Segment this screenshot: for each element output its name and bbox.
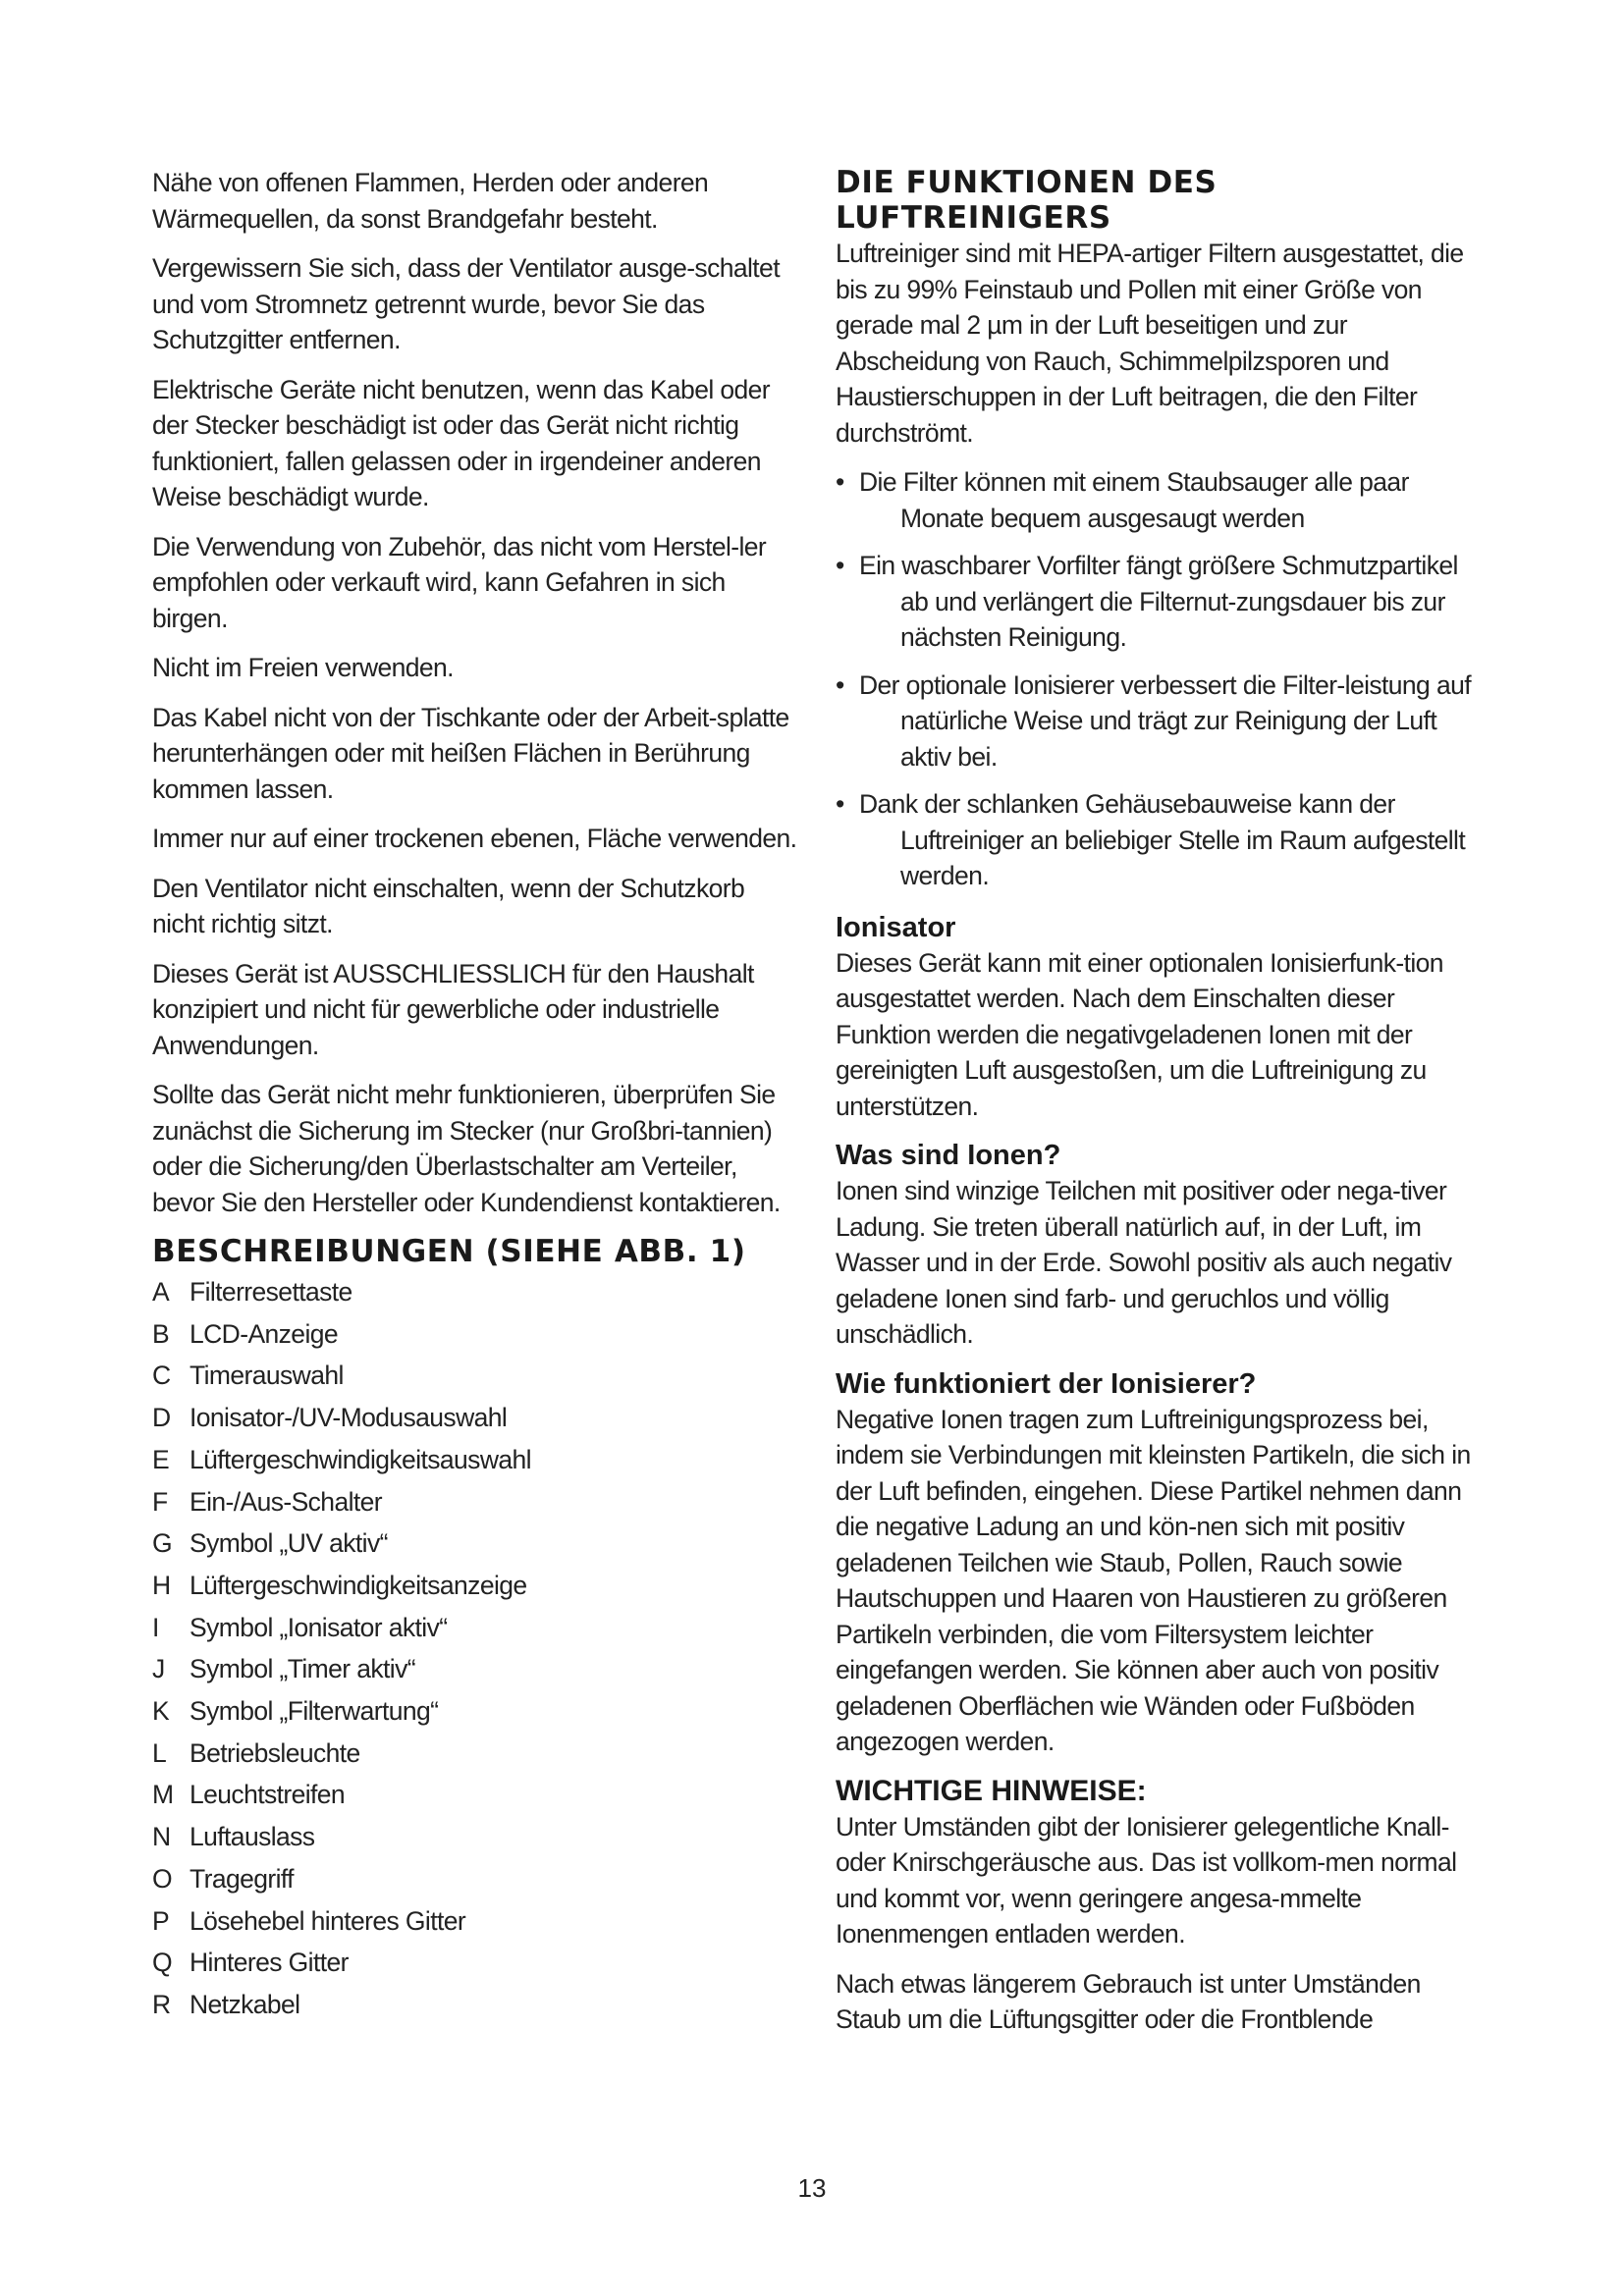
legend-item <box>152 1271 800 1313</box>
legend-text: Symbol „UV aktiv“ <box>189 1528 388 1559</box>
safety-paragraph: Die Verwendung von Zubehör, das nicht vom Herstel-ler empfohlen oder verkauft wird, kann Gefahren in sich birgen. <box>152 531 767 633</box>
legend-letter: C <box>152 1361 171 1391</box>
ions-heading: Was sind Ionen? <box>836 1140 1061 1171</box>
safety-paragraph: Elektrische Geräte nicht benutzen, wenn das Kabel oder der Stecker beschädigt ist oder das Gerät nicht richtig funktioniert, fallen gelassen oder in irgendeiner anderen Weise beschädigt wurde. <box>152 374 771 511</box>
legend-item <box>152 1313 800 1356</box>
legend-letter: A <box>152 1277 170 1307</box>
legend-item <box>152 1942 800 1984</box>
ionisator-heading: Ionisator <box>836 911 956 943</box>
legend-item <box>152 1733 800 1775</box>
functions-heading-line: DIE FUNKTIONEN DES <box>836 165 1218 200</box>
legend-item <box>152 1900 800 1943</box>
feature-item <box>836 464 1484 536</box>
legend-letter: D <box>152 1403 171 1433</box>
legend-text: Hinteres Gitter <box>189 1948 349 1978</box>
safety-paragraph: Das Kabel nicht von der Tischkante oder der Arbeit-splatte herunterhängen oder mit heißen Flächen in Berührung kommen lassen. <box>152 702 789 804</box>
notes-text: Nach etwas längerem Gebrauch ist unter Umständen Staub um die Lüftungsgitter oder die Frontblende <box>836 1968 1421 2034</box>
legend-letter: E <box>152 1444 170 1474</box>
feature-text: Ein waschbarer Vorfilter fängt größere Schmutzpartikel ab und verlängert die Filternut-zungsdauer bis zur nächsten Reinigung. <box>859 551 1458 652</box>
bullet-icon: • <box>836 789 844 819</box>
legend-letter: B <box>152 1318 170 1349</box>
legend-text: Netzkabel <box>189 1989 300 2019</box>
legend-item <box>152 1355 800 1397</box>
legend-item <box>152 1439 800 1481</box>
how-text: Negative Ionen tragen zum Luftreinigungsprozess bei, indem sie Verbindungen mit kleinsten Partikeln, die sich in der Luft befinden, eingehen. Diese Partikel nehmen dann die negative Ladung an und kön-nen sich mit positiv geladenen Teilchen wie Staub, Pollen, Rauch sowie Hautschuppen und Haaren von Haustieren zu größeren Partikeln verbinden, die vom Filtersystem leichter eingefangen werden. Sie können aber auch von positiv geladenen Oberflächen wie Wänden oder Fußböden angezogen werden. <box>836 1404 1471 1756</box>
legend-letter: K <box>152 1696 170 1727</box>
legend-item <box>152 1522 800 1565</box>
legend-letter: N <box>152 1822 171 1852</box>
feature-item <box>836 786 1484 894</box>
safety-paragraph: Nicht im Freien verwenden. <box>152 653 454 682</box>
legend-text: Leuchtstreifen <box>189 1780 346 1810</box>
legend-text: Betriebsleuchte <box>189 1737 360 1768</box>
legend-item <box>152 1858 800 1900</box>
legend-item <box>152 1984 800 2026</box>
legend-item <box>152 1565 800 1607</box>
legend-text: Filterresettaste <box>189 1277 352 1307</box>
notes-text: Unter Umständen gibt der Ionisierer gelegentliche Knall- oder Knirschgeräusche aus. Das ist vollkom-men normal und kommt vor, wenn geringere angesa-mmelte Ionenmengen entladen werden. <box>836 1811 1457 1949</box>
legend-text: Luftauslass <box>189 1822 315 1852</box>
safety-paragraph: Nähe von offenen Flammen, Herden oder anderen Wärmequellen, da sonst Brandgefahr besteht. <box>152 168 709 234</box>
legend-letter: Q <box>152 1948 173 1978</box>
legend-text: LCD-Anzeige <box>189 1318 339 1349</box>
safety-paragraph: Dieses Gerät ist AUSSCHLIESSLICH für den Haushalt konzipiert und nicht für gewerbliche oder industrielle Anwendungen. <box>152 958 754 1060</box>
legend-letter: H <box>152 1570 171 1600</box>
notes-heading: WICHTIGE HINWEISE: <box>836 1774 1147 1807</box>
legend-letter: J <box>152 1654 165 1684</box>
feature-item <box>836 548 1484 656</box>
bullet-icon: • <box>836 551 844 580</box>
legend-text: Lösehebel hinteres Gitter <box>189 1905 466 1936</box>
legend-letter: G <box>152 1528 173 1559</box>
safety-paragraph: Immer nur auf einer trockenen ebenen, Fläche verwenden. <box>152 824 797 853</box>
functions-heading <box>836 165 1484 236</box>
legend-letter: O <box>152 1863 173 1894</box>
functions-heading-line: LUFTREINIGERS <box>836 200 1111 236</box>
legend-item <box>152 1648 800 1690</box>
bullet-icon: • <box>836 669 844 700</box>
legend-letter: I <box>152 1612 159 1642</box>
legend-text: Symbol „Timer aktiv“ <box>189 1654 415 1684</box>
legend-text: Symbol „Filterwartung“ <box>189 1696 439 1727</box>
legend-item <box>152 1816 800 1858</box>
legend-item <box>152 1607 800 1649</box>
right-column <box>836 165 1484 2052</box>
descriptions-heading: BESCHREIBUNGEN (SIEHE ABB. 1) <box>152 1234 746 1269</box>
legend-text: Lüftergeschwindigkeitsauswahl <box>189 1444 531 1474</box>
feature-item <box>836 667 1484 775</box>
feature-list <box>836 464 1484 894</box>
feature-text: Die Filter können mit einem Staubsauger alle paar Monate bequem ausgesaugt werden <box>859 467 1409 533</box>
how-heading: Wie funktioniert der Ionisierer? <box>836 1367 1257 1400</box>
legend-letter: R <box>152 1989 171 2019</box>
legend-item <box>152 1397 800 1439</box>
safety-paragraph: Sollte das Gerät nicht mehr funktionieren, überprüfen Sie zunächst die Sicherung im Stecker (nur Großbri-tannien) oder die Sicherung/den Überlastschalter am Verteiler, bevor Sie den Hersteller oder Kundendienst kontaktieren. <box>152 1080 781 1217</box>
feature-text: Der optionale Ionisierer verbessert die Filter-leistung auf natürliche Weise und trägt zur Reinigung der Luft aktiv bei. <box>859 669 1471 772</box>
legend-text: Timerauswahl <box>189 1361 344 1391</box>
page-number: 13 <box>797 2173 827 2203</box>
parts-legend <box>152 1271 800 2026</box>
legend-text: Ionisator-/UV-Modusauswahl <box>189 1403 508 1433</box>
functions-intro: Luftreiniger sind mit HEPA-artiger Filtern ausgestattet, die bis zu 99% Feinstaub und Pollen mit einer Größe von gerade mal 2 µm in der Luft beseitigen und zur Abscheidung von Rauch, Schimmelpilzsporen und Haustierschuppen in der Luft beitragen, die den Filter durchströmt. <box>836 239 1464 448</box>
legend-text: Symbol „Ionisator aktiv“ <box>189 1612 448 1642</box>
bullet-icon: • <box>836 467 844 497</box>
legend-item <box>152 1690 800 1733</box>
safety-paragraph: Den Ventilator nicht einschalten, wenn der Schutzkorb nicht richtig sitzt. <box>152 873 745 938</box>
legend-letter: L <box>152 1737 167 1768</box>
ionisator-text: Dieses Gerät kann mit einer optionalen Ionisierfunk-tion ausgestattet werden. Nach dem Einschalten dieser Funktion werden die negativgeladenen Ionen mit der gereinigten Luft ausgestoßen, um die Luftreinigung zu unterstützen. <box>836 947 1443 1121</box>
safety-paragraph: Vergewissern Sie sich, dass der Ventilator ausge-schaltet und vom Stromnetz getrennt wurde, bevor Sie das Schutzgitter entfernen. <box>152 253 780 354</box>
legend-letter: F <box>152 1486 168 1517</box>
legend-item <box>152 1481 800 1523</box>
legend-item <box>152 1774 800 1816</box>
legend-letter: M <box>152 1780 174 1810</box>
legend-text: Lüftergeschwindigkeitsanzeige <box>189 1570 527 1600</box>
left-column <box>152 165 800 2026</box>
ions-text: Ionen sind winzige Teilchen mit positiver oder nega-tiver Ladung. Sie treten überall natürlich auf, in der Luft, im Wasser und in der Erde. Sowohl positiv als auch negativ geladene Ionen sind farb- und geruchlos und völlig unschädlich. <box>836 1176 1452 1349</box>
legend-text: Ein-/Aus-Schalter <box>189 1486 382 1517</box>
legend-text: Tragegriff <box>189 1863 294 1894</box>
legend-letter: P <box>152 1905 170 1936</box>
feature-text: Dank der schlanken Gehäusebauweise kann der Luftreiniger an beliebiger Stelle im Raum aufgestellt werden. <box>859 789 1466 890</box>
